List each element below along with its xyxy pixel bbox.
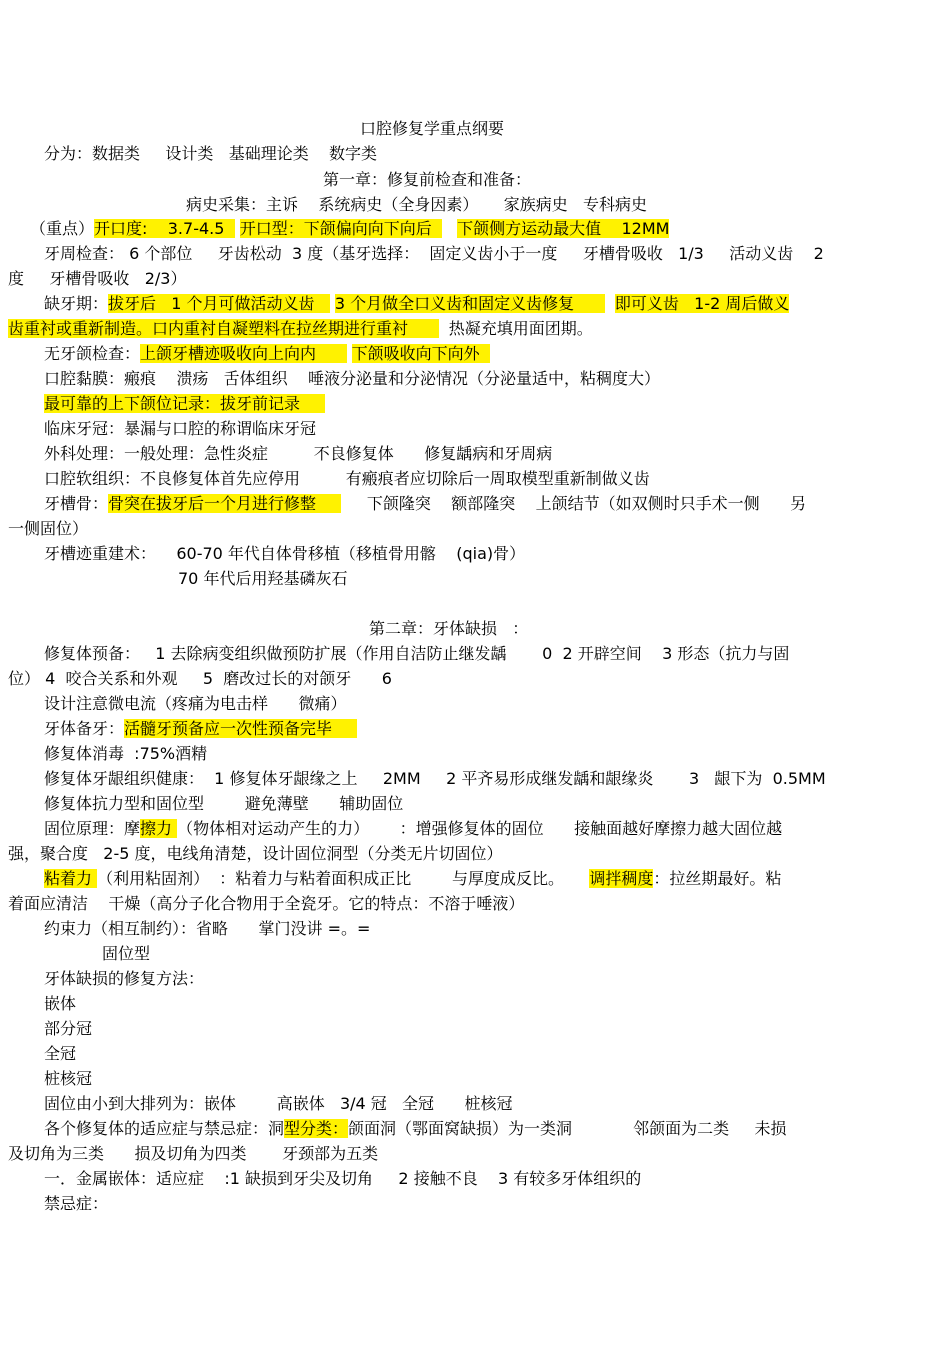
text-line (44, 493, 806, 515)
line-text: 一．金属嵌体：适应症 :1 缺损到牙尖及切角 2 接触不良 3 有较多牙体组织的 (44, 1169, 642, 1188)
line-text: 热凝充填用面团期。 (438, 319, 593, 338)
text-line (8, 668, 392, 690)
highlighted-text: 开口度: 3.7-4.5 (94, 219, 235, 238)
line-text: 各个修复体的适应症与禁忌症：洞 (44, 1119, 285, 1138)
line-text: ：拉丝期最好。粘 (653, 869, 782, 888)
text-line (44, 1018, 92, 1040)
line-text: 桩核冠 (44, 1069, 93, 1088)
text-line (8, 518, 88, 540)
line-text: 约束力（相互制约）：省略 掌门没讲 =。= (44, 919, 371, 938)
line-text: 及切角为三类 损及切角为四类 牙颈部为五类 (8, 1144, 379, 1163)
text-line (44, 293, 789, 315)
text-line (44, 418, 316, 440)
line-text: 修复体预备： 1 去除病变组织做预防扩展（作用自洁防止继发龋 0 2 开辟空间 3 形态（抗力与固 (44, 644, 790, 663)
text-line (44, 768, 826, 790)
line-text: 禁忌症： (44, 1194, 109, 1213)
text-line (44, 343, 490, 365)
line-text: 外科处理：一般处理：急性炎症 不良修复体 修复龋病和牙周病 (44, 444, 553, 463)
line-text: 病史采集：主诉 系统病史（全身因素） 家族病史 专科病史 (186, 195, 648, 214)
line-text: 牙槽迹重建术： 60-70 年代自体骨移植（移植骨用髂 (qia)骨） (44, 544, 526, 563)
highlighted-text: 即可义齿 1-2 周后做义 (614, 294, 790, 313)
line-text: 下颌隆突 额部隆突 上颌结节（如双侧时只手术一侧 另 (341, 494, 807, 513)
text-line (8, 893, 524, 915)
line-text: 无牙颌检查： (44, 344, 141, 363)
text-line (44, 1193, 108, 1215)
line-text: 修复体抗力型和固位型 避免薄壁 辅助固位 (44, 794, 404, 813)
line-text (605, 294, 615, 313)
line-text: 分为：数据类 设计类 基础理论类 数字类 (44, 144, 378, 163)
text-line (44, 793, 403, 815)
text-line (8, 1143, 378, 1165)
text-line (44, 1068, 92, 1090)
line-text: 70 年代后用羟基磷灰石 (178, 569, 348, 588)
text-line (8, 843, 502, 865)
line-text: 第二章：牙体缺损 ： (369, 619, 529, 638)
line-text: 固位原理：摩 (44, 819, 141, 838)
line-text: 一侧固位） (8, 519, 89, 538)
highlighted-text: 调拌稠度 (589, 869, 654, 888)
line-text: （利用粘固剂） ：粘着力与粘着面积成正比 与厚度成反比。 (97, 869, 590, 888)
line-text: 牙周检查： 6 个部位 牙齿松动 3 度（基牙选择： 固定义齿小于一度 牙槽骨吸收 1/3 活动义齿 2 (44, 244, 824, 263)
line-text: 嵌体 (44, 994, 77, 1013)
text-line (44, 1043, 76, 1065)
text-line (44, 643, 789, 665)
text-line (44, 718, 357, 740)
line-text: （重点） (30, 219, 95, 238)
line-text (235, 219, 240, 238)
highlighted-text: 拔牙后 1 个月可做活动义齿 (108, 294, 330, 313)
text-line (44, 543, 525, 565)
highlighted-text: 齿重衬或重新制造。 (8, 319, 153, 338)
highlighted-text: 上颌牙槽迹吸收向上向内 (140, 344, 347, 363)
text-line (44, 443, 552, 465)
line-text: 口腔软组织：不良修复体首先应停用 有瘢痕者应切除后一周取模型重新制做义齿 (44, 469, 650, 488)
highlighted-text: 粘着力 (44, 869, 98, 888)
highlighted-text: 3 个月做全口义齿和固定义齿修复 (334, 294, 605, 313)
line-text: 强，聚合度 2-5 度，电线角清楚，设计固位洞型（分类无片切固位） (8, 844, 503, 863)
text-line (44, 1093, 513, 1115)
text-line (44, 968, 204, 990)
text-line (8, 318, 593, 340)
line-text: 固位由小到大排列为：嵌体 高嵌体 3/4 冠 全冠 桩核冠 (44, 1094, 513, 1113)
highlighted-text: 下颌吸收向下向外 (351, 344, 490, 363)
text-line (8, 268, 186, 290)
text-line (178, 568, 347, 590)
highlighted-text: 开口型：下颌偏向向下向后 (239, 219, 442, 238)
line-text: 固位型 (102, 944, 151, 963)
highlighted-text: 最可靠的上下颌位记录：拔牙前记录 (44, 394, 326, 413)
line-text: 口腔黏膜：瘢痕 溃疡 舌体组织 唾液分泌量和分泌情况（分泌量适中，粘稠度大） (44, 369, 660, 388)
text-line (30, 218, 669, 240)
text-line (323, 169, 531, 191)
line-text: 牙槽骨： (44, 494, 109, 513)
highlighted-text: 口内重衬自凝塑料在拉丝期进行重衬 (152, 319, 439, 338)
line-text: 修复体消毒 :75%酒精 (44, 744, 208, 763)
line-text (442, 219, 457, 238)
line-text: 临床牙冠：暴漏与口腔的称谓临床牙冠 (44, 419, 317, 438)
line-text: 牙体缺损的修复方法： (44, 969, 205, 988)
line-text: 设计注意微电流（疼痛为电击样 微痛） (44, 694, 347, 713)
line-text: 着面应清洁 干燥（高分子化合物用于全瓷牙。它的特点：不溶于唾液） (8, 894, 525, 913)
line-text: 颌面洞（鄂面窝缺损）为一类洞 邻颌面为二类 未损 (348, 1119, 787, 1138)
highlighted-text: 活髓牙预备应一次性预备完毕 (124, 719, 358, 738)
line-text: 全冠 (44, 1044, 77, 1063)
line-text: 第一章：修复前检查和准备： (323, 170, 532, 189)
text-line (44, 743, 207, 765)
text-line (102, 943, 150, 965)
line-text: （物体相对运动产生的力） ：增强修复体的固位 接触面越好摩擦力越大固位越 (177, 819, 783, 838)
text-line (44, 1168, 641, 1190)
line-text: 口腔修复学重点纲要 (360, 119, 505, 138)
text-line (44, 143, 377, 165)
text-line (360, 118, 504, 140)
line-text: 部分冠 (44, 1019, 93, 1038)
text-line (44, 868, 781, 890)
highlighted-text: 型分类： (284, 1119, 349, 1138)
text-line (44, 993, 76, 1015)
text-line (44, 393, 325, 415)
highlighted-text: 骨突在拔牙后一个月进行修整 (108, 494, 342, 513)
highlighted-text: 擦力 (140, 819, 178, 838)
highlighted-text: 下颌侧方运动最大值 12MM (457, 219, 670, 238)
line-text: 缺牙期： (44, 294, 109, 313)
line-text: 牙体备牙： (44, 719, 125, 738)
text-line (44, 1118, 787, 1140)
line-text: 度 牙槽骨吸收 2/3） (8, 269, 187, 288)
line-text (347, 344, 352, 363)
text-line (44, 693, 347, 715)
text-line (44, 918, 370, 940)
text-line (186, 194, 647, 216)
text-line (369, 618, 528, 640)
line-text: 位） 4 咬合关系和外观 5 磨改过长的对颌牙 6 (8, 669, 392, 688)
text-line (44, 468, 650, 490)
text-line (44, 368, 660, 390)
line-text: 修复体牙龈组织健康： 1 修复体牙龈缘之上 2MM 2 平齐易形成继发龋和龈缘炎 3 龈下为 0.5MM (44, 769, 826, 788)
text-line (44, 818, 782, 840)
text-line (44, 243, 824, 265)
